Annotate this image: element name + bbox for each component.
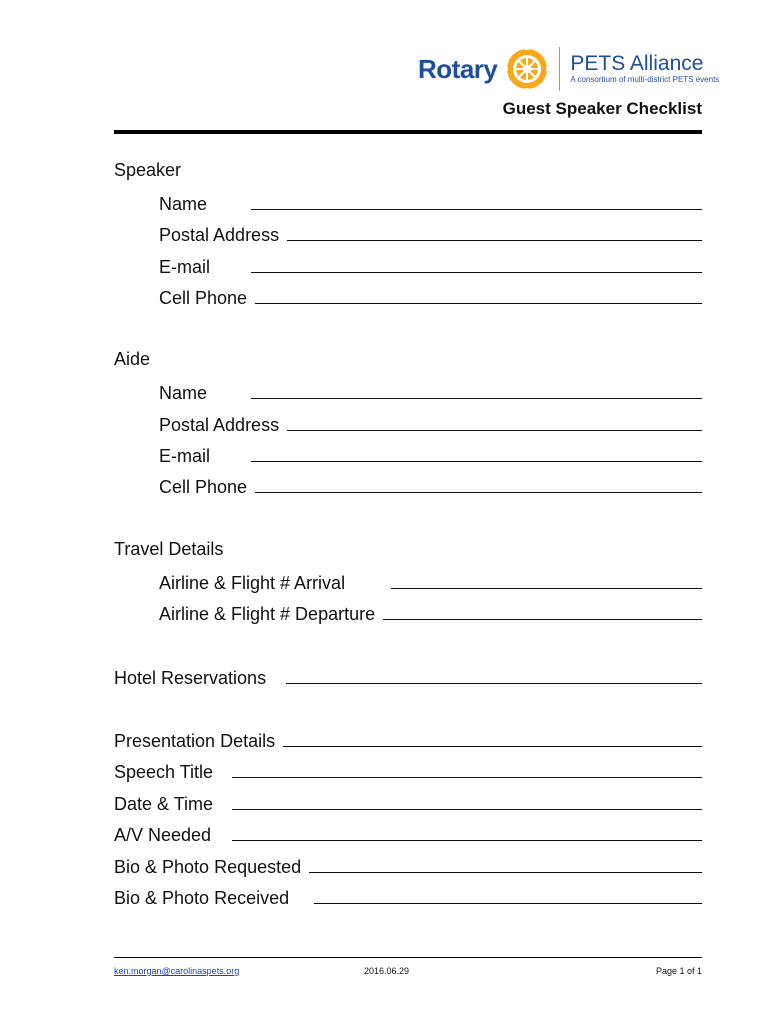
fill-in-line[interactable] <box>232 791 702 810</box>
pets-alliance-name: PETS Alliance <box>570 52 704 75</box>
fill-in-line[interactable] <box>383 601 702 620</box>
pets-alliance-block <box>570 53 719 85</box>
speaker-postal-address-field[interactable] <box>159 222 702 246</box>
title-divider <box>114 130 702 134</box>
logo-separator <box>559 47 560 91</box>
section-heading-aide: Aide <box>114 349 151 369</box>
rotary-wheel-icon <box>503 45 551 93</box>
av-needed-field[interactable] <box>114 822 702 846</box>
aide-name-field[interactable] <box>159 380 702 404</box>
field-label: A/V Needed <box>114 825 212 845</box>
fill-in-line[interactable] <box>255 474 702 493</box>
field-label: Airline & Flight # Arrival <box>159 573 346 593</box>
flight-arrival-field[interactable] <box>159 570 702 594</box>
fill-in-line[interactable] <box>251 380 702 399</box>
field-label: Hotel Reservations <box>114 668 267 688</box>
aide-cell-phone-field[interactable] <box>159 474 702 498</box>
speaker-cell-phone-field[interactable] <box>159 285 702 309</box>
footer-date: 2016.06.29 <box>364 966 410 976</box>
footer-divider <box>114 957 702 958</box>
rotary-pets-logo <box>418 44 719 94</box>
flight-departure-field[interactable] <box>159 601 702 625</box>
fill-in-line[interactable] <box>251 191 702 210</box>
fill-in-line[interactable] <box>391 570 702 589</box>
field-label: Name <box>159 194 208 214</box>
field-label: E-mail <box>159 257 211 277</box>
fill-in-line[interactable] <box>287 412 702 431</box>
footer-page-number: Page 1 of 1 <box>655 966 702 976</box>
fill-in-line[interactable] <box>314 885 702 904</box>
hotel-reservations-field[interactable] <box>114 665 702 689</box>
field-label: Postal Address <box>159 225 280 245</box>
field-label: Presentation Details <box>114 731 276 751</box>
fill-in-line[interactable] <box>255 285 702 304</box>
fill-in-line[interactable] <box>232 759 702 778</box>
field-label: Bio & Photo Received <box>114 888 290 908</box>
section-heading-travel: Travel Details <box>114 539 224 559</box>
speech-title-field[interactable] <box>114 759 702 783</box>
fill-in-line[interactable] <box>232 822 702 841</box>
fill-in-line[interactable] <box>287 222 702 241</box>
fill-in-line[interactable] <box>286 665 702 684</box>
field-label: Name <box>159 383 208 403</box>
footer-email-link[interactable]: ken.morgan@carolinaspets.org <box>114 966 240 976</box>
field-label: E-mail <box>159 446 211 466</box>
field-label: Speech Title <box>114 762 214 782</box>
field-label: Postal Address <box>159 415 280 435</box>
fill-in-line[interactable] <box>251 443 702 462</box>
rotary-wordmark: Rotary <box>418 53 498 84</box>
bio-photo-received-field[interactable] <box>114 885 702 909</box>
presentation-details-field[interactable] <box>114 728 702 752</box>
field-label: Cell Phone <box>159 477 248 497</box>
pets-alliance-tagline: A consortium of multi-district PETS events <box>570 75 720 84</box>
fill-in-line[interactable] <box>283 728 702 747</box>
field-label: Airline & Flight # Departure <box>159 604 376 624</box>
speaker-email-field[interactable] <box>159 254 702 278</box>
speaker-name-field[interactable] <box>159 191 702 215</box>
fill-in-line[interactable] <box>251 254 702 273</box>
field-label: Bio & Photo Requested <box>114 857 302 877</box>
document-title: Guest Speaker Checklist <box>502 99 702 118</box>
date-time-field[interactable] <box>114 791 702 815</box>
aide-email-field[interactable] <box>159 443 702 467</box>
fill-in-line[interactable] <box>309 854 702 873</box>
bio-photo-requested-field[interactable] <box>114 854 702 878</box>
aide-postal-address-field[interactable] <box>159 412 702 436</box>
section-heading-speaker: Speaker <box>114 160 182 180</box>
field-label: Date & Time <box>114 794 214 814</box>
field-label: Cell Phone <box>159 288 248 308</box>
